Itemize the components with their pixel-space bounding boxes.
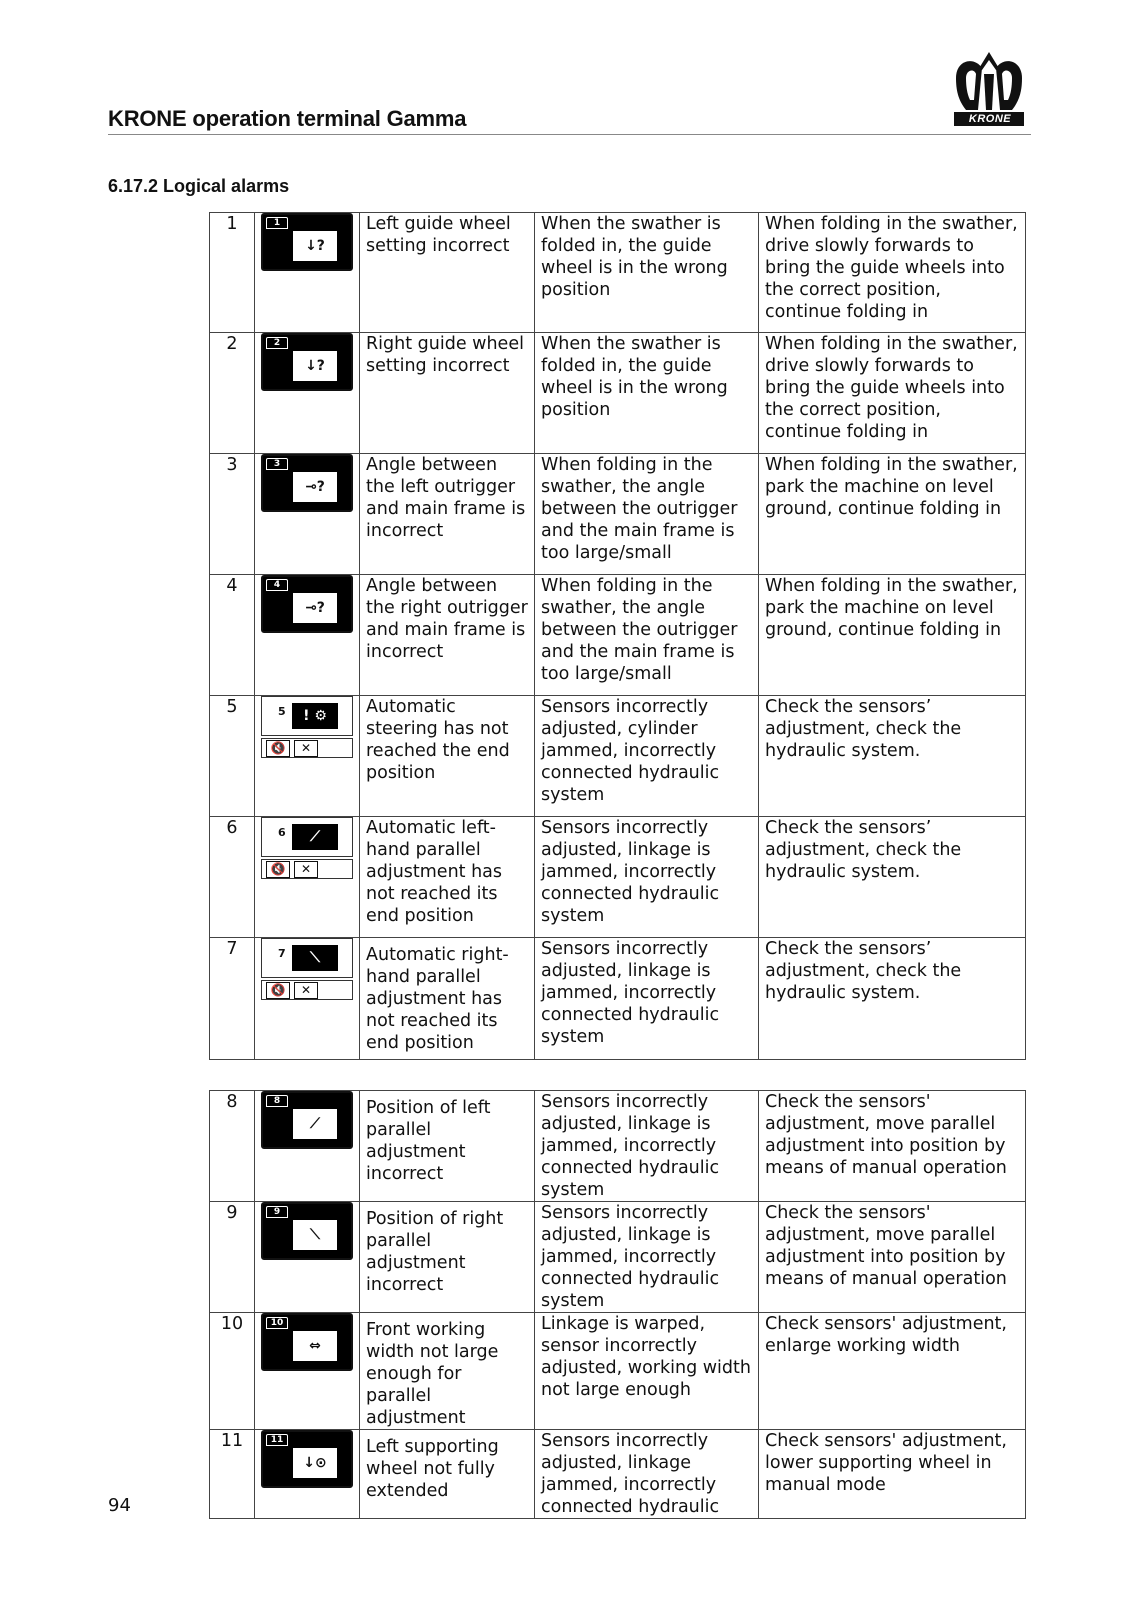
alarm-cause: Sensors incorrectly adjusted, linkage is jammed, incorrectly connected hydraulic system [535,817,759,938]
alarm-cause: Linkage is warped, sensor incorrectly adjusted, working width not large enough [535,1313,759,1430]
alarm-tab-label: 4 [266,579,288,591]
table-row [210,1313,1026,1430]
alarm-tab-label: 5 [278,705,286,718]
alarm-text: Front working width not large enough for parallel adjustment [360,1313,535,1430]
alarm-text: Position of left parallel adjustment incorrect [360,1091,535,1202]
alarm-remedy: Check the sensors' adjustment, move parallel adjustment into position by means of manual operation [759,1091,1026,1202]
mute-alarm-icon: 🔇 [266,740,290,757]
alarm-number: 4 [210,575,255,696]
left-guide-wheel-icon: ↓? [293,231,337,261]
table-row [210,1430,1026,1519]
table-row [210,213,1026,333]
alarm-screen-icon [261,333,353,391]
table-row [210,1202,1026,1313]
left-supporting-wheel-icon: ↓⊙ [293,1448,337,1478]
alarm-tab-label: 11 [266,1434,288,1446]
alarm-text: Automatic steering has not reached the end position [360,696,535,817]
alarm-text: Left supporting wheel not fully extended [360,1430,535,1519]
alarm-text: Position of right parallel adjustment incorrect [360,1202,535,1313]
alarm-tab-label: 8 [266,1095,288,1107]
alarm-cause: Sensors incorrectly adjusted, linkage is jammed, incorrectly connected hydraulic system [535,1202,759,1313]
alarm-number: 8 [210,1091,255,1202]
alarm-screen-icon [261,1202,353,1260]
table-row [210,817,1026,938]
right-outrigger-angle-icon: ⊸? [293,593,337,623]
alarm-screen-icon [261,213,353,271]
left-parallel-position-icon: ⟋ [293,1109,337,1139]
alarm-tab-label: 1 [266,217,288,229]
alarm-tab-label: 2 [266,337,288,349]
alarm-remedy: When folding in the swather, park the machine on level ground, continue folding in [759,454,1026,575]
alarm-text: Angle between the left outrigger and main frame is incorrect [360,454,535,575]
alarm-remedy: When folding in the swather, drive slowly forwards to bring the guide wheels into the correct position, continue folding in [759,333,1026,454]
close-alarm-icon: ✕ [294,740,318,757]
section-heading: 6.17.2 Logical alarms [108,176,290,196]
alarm-remedy: Check the sensors’ adjustment, check the hydraulic system. [759,817,1026,938]
left-parallel-adjustment-alert-icon: ⟋ [292,824,338,850]
table-row [210,1091,1026,1202]
document-title: KRONE operation terminal Gamma [108,106,467,131]
alarm-number: 6 [210,817,255,938]
alarm-remedy: Check the sensors' adjustment, move parallel adjustment into position by means of manual operation [759,1202,1026,1313]
alarm-screen-icon [261,938,353,1000]
alarm-table-1 [209,212,1026,1060]
alarm-number: 5 [210,696,255,817]
left-outrigger-angle-icon: ⊸? [293,472,337,502]
alarm-cause: Sensors incorrectly adjusted, linkage is jammed, incorrectly connected hydraulic system [535,938,759,1060]
alarm-number: 9 [210,1202,255,1313]
alarm-tab-label: 3 [266,458,288,470]
alarm-screen-icon [261,1430,353,1488]
alarm-text: Automatic right-hand parallel adjustment has not reached its end position [360,938,535,1060]
alarm-cause: When the swather is folded in, the guide wheel is in the wrong position [535,333,759,454]
alarm-cause: Sensors incorrectly adjusted, linkage is jammed, incorrectly connected hydraulic system [535,1091,759,1202]
alarm-screen-icon [261,575,353,633]
right-parallel-position-icon: ⟍ [293,1220,337,1250]
alarm-table-2 [209,1090,1026,1519]
close-alarm-icon: ✕ [294,861,318,878]
alarm-tab-label: 9 [266,1206,288,1218]
alarm-number: 10 [210,1313,255,1430]
alarm-tab-label: 10 [266,1317,288,1329]
alarm-screen-icon [261,1313,353,1371]
alarm-cause: Sensors incorrectly adjusted, cylinder jammed, incorrectly connected hydraulic system [535,696,759,817]
right-guide-wheel-icon: ↓? [293,351,337,381]
alarm-remedy: Check sensors' adjustment, lower supporting wheel in manual mode [759,1430,1026,1519]
alarm-text: Automatic left-hand parallel adjustment has not reached its end position [360,817,535,938]
alarm-screen-icon [261,696,353,758]
table-row [210,696,1026,817]
alarm-remedy: Check sensors' adjustment, enlarge working width [759,1313,1026,1430]
alarm-number: 1 [210,213,255,333]
table-row [210,454,1026,575]
alarm-cause: When folding in the swather, the angle between the outrigger and the main frame is too large/small [535,575,759,696]
alarm-number: 11 [210,1430,255,1519]
alarm-tab-label: 6 [278,826,286,839]
header-divider [108,134,1031,135]
alarm-screen-icon [261,817,353,879]
mute-alarm-icon: 🔇 [266,982,290,999]
mute-alarm-icon: 🔇 [266,861,290,878]
alarm-tab-label: 7 [278,947,286,960]
alarm-remedy: When folding in the swather, park the machine on level ground, continue folding in [759,575,1026,696]
alarm-cause: When the swather is folded in, the guide wheel is in the wrong position [535,213,759,333]
alarm-screen-icon [261,454,353,512]
close-alarm-icon: ✕ [294,982,318,999]
alarm-number: 3 [210,454,255,575]
page-number: 94 [108,1495,131,1516]
front-working-width-icon: ⇔ [293,1331,337,1361]
krone-logo-text: KRONE [968,113,1012,125]
alarm-cause: Sensors incorrectly adjusted, linkage jammed, incorrectly connected hydraulic [535,1430,759,1519]
alarm-number: 2 [210,333,255,454]
alarm-text: Angle between the right outrigger and main frame is incorrect [360,575,535,696]
alarm-text: Right guide wheel setting incorrect [360,333,535,454]
alarm-text: Left guide wheel setting incorrect [360,213,535,333]
table-row [210,575,1026,696]
table-row [210,938,1026,1060]
right-parallel-adjustment-alert-icon: ⟍ [292,945,338,971]
automatic-steering-alert-icon: ! ⚙ [292,703,338,729]
alarm-screen-icon [261,1091,353,1149]
alarm-remedy: Check the sensors’ adjustment, check the hydraulic system. [759,696,1026,817]
alarm-remedy: Check the sensors’ adjustment, check the hydraulic system. [759,938,1026,1060]
alarm-cause: When folding in the swather, the angle between the outrigger and the main frame is too large/small [535,454,759,575]
alarm-number: 7 [210,938,255,1060]
alarm-remedy: When folding in the swather, drive slowly forwards to bring the guide wheels into the correct position, continue folding in [759,213,1026,333]
table-row [210,333,1026,454]
